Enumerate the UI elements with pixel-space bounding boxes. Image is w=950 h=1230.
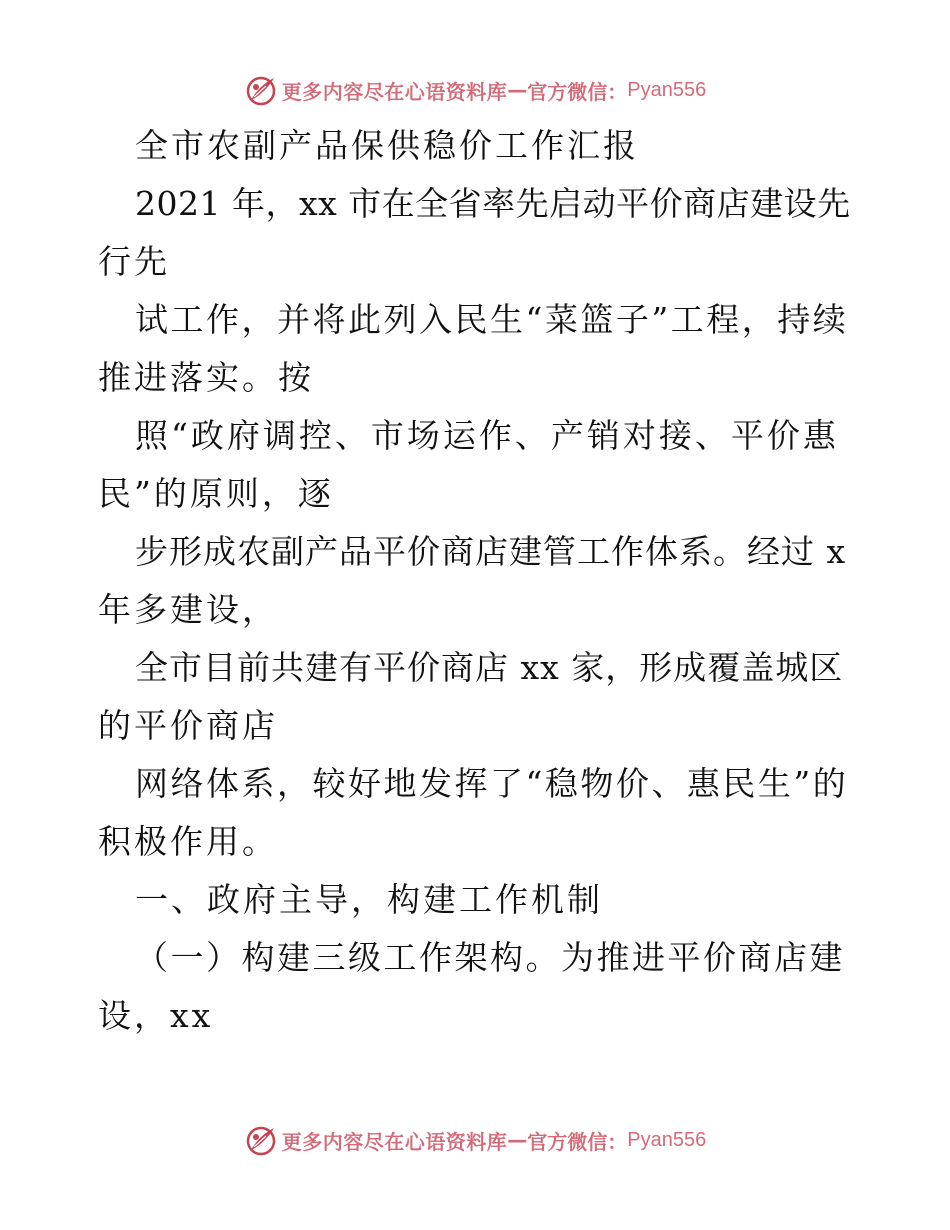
section-heading: 一、政府主导，构建工作机制 [135,880,603,919]
watermark-wechat-id: Pyan556 [627,1128,707,1151]
watermark-wechat-label: 官方微信： [527,1129,628,1154]
watermark-wechat-label: 官方微信： [527,79,628,104]
paragraph-line: 推进落实。按 [98,358,314,397]
feather-logo-icon [244,1123,278,1157]
paragraph-line: 设，xx [98,996,214,1035]
paragraph-line: 步形成农副产品平价商店建管工作体系。经过 x [135,532,847,571]
watermark-text: 更多内容尽在心语资料库 [281,1129,508,1154]
paragraph-line: 行先 [98,242,170,281]
paragraph-line: 全市目前共建有平价商店 xx 家，形成覆盖城区 [135,648,844,687]
document-title: 全市农副产品保供稳价工作汇报 [135,126,639,165]
footer-watermark [0,1120,950,1160]
header-watermark [0,70,950,110]
paragraph-line: 积极作用。 [98,822,278,861]
subsection-heading: （一）构建三级工作架构。为推进平价商店建 [135,938,845,977]
document-body [98,117,852,1045]
paragraph-line: 年多建设， [98,590,278,629]
watermark-wechat-id: Pyan556 [627,78,707,101]
paragraph-line: 试工作，并将此列入民生“菜篮子”工程，持续 [135,300,849,339]
paragraph-line: 的平价商店 [98,706,278,745]
feather-logo-icon [244,73,278,107]
paragraph-line: 2021 年，xx 市在全省率先启动平价商店建设先 [135,184,851,223]
paragraph-line: 民”的原则，逐 [98,474,334,513]
watermark-separator: — [507,1128,528,1152]
paragraph-line: 照“政府调控、市场运作、产销对接、平价惠 [135,416,839,455]
watermark-text: 更多内容尽在心语资料库 [281,79,508,104]
watermark-separator: — [507,78,528,102]
paragraph-line: 网络体系，较好地发挥了“稳物价、惠民生”的 [135,764,849,803]
